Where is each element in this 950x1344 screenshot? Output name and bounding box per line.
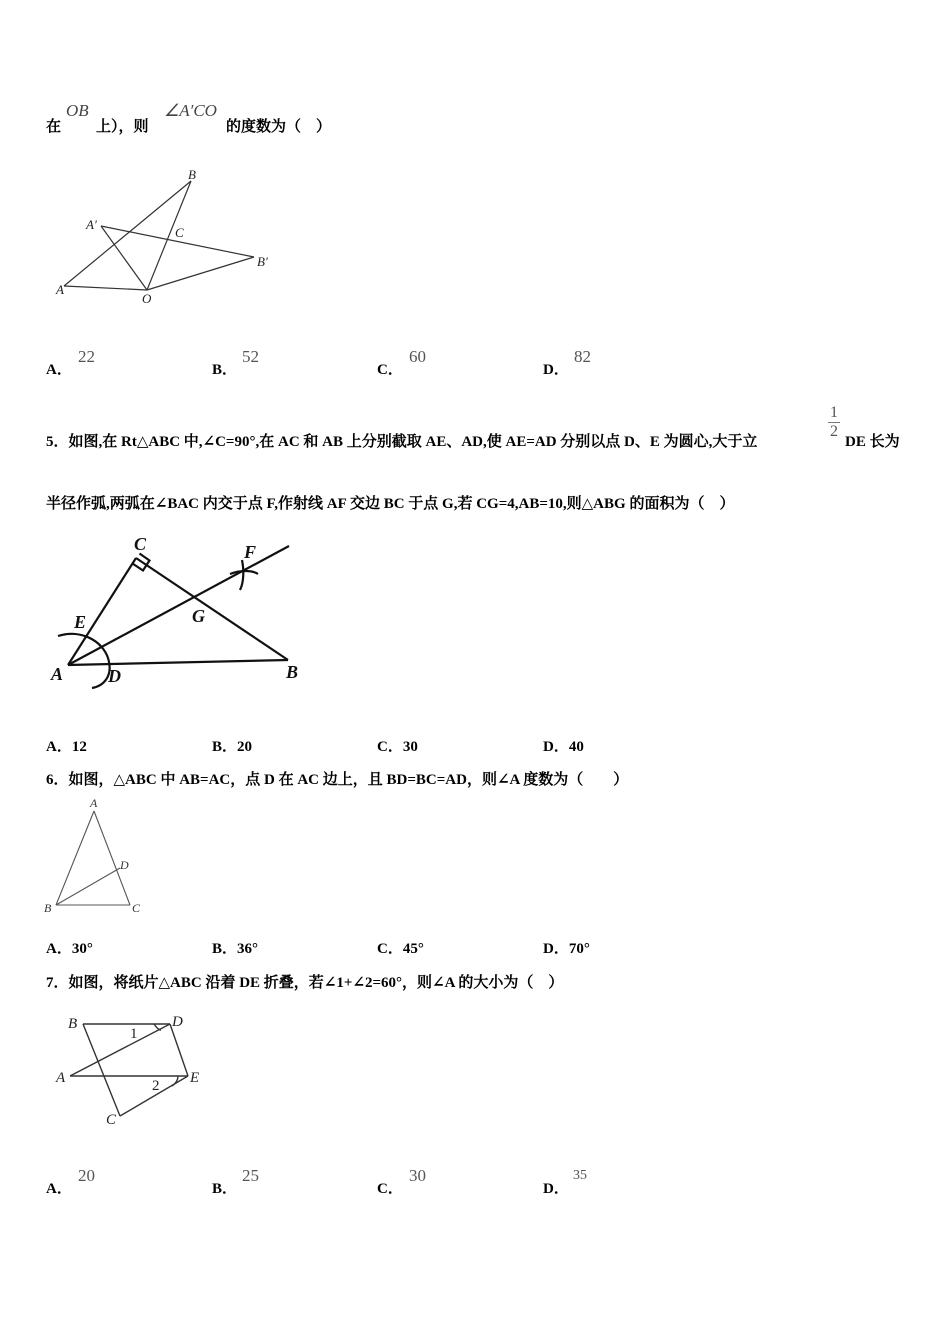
q5-fraction-num: 1 <box>830 404 838 421</box>
q5-label-d: D <box>108 666 121 686</box>
q7-stem: 7．如图，将纸片△ABC 沿着 DE 折叠，若∠1+∠2=60°，则∠A 的大小为（ ） <box>46 975 564 991</box>
q4-label-aprime: A′ <box>86 217 97 232</box>
q7-label-two: 2 <box>152 1078 160 1094</box>
q6-label-a: A <box>90 796 98 810</box>
q5-option-b-value: 20 <box>237 739 253 755</box>
q5-label-c: C <box>134 534 147 554</box>
q7-option-b-letter: B． <box>212 1181 238 1197</box>
q7-label-d: D <box>172 1014 183 1030</box>
q6-seg-ab <box>56 811 94 905</box>
q5-figure <box>46 530 306 690</box>
q4-seg-ao <box>64 286 147 290</box>
q7-label-one: 1 <box>130 1026 138 1042</box>
q6-option-d-value: 70° <box>568 941 590 957</box>
q5-seg-cb <box>136 558 288 660</box>
q4-text-post: 的度数为（ ） <box>226 119 332 135</box>
q4-figure <box>50 160 290 310</box>
q7-label-a: A <box>56 1070 66 1086</box>
q5-label-b: B <box>286 662 299 682</box>
q4-option-c-letter: C． <box>377 362 403 378</box>
q4-option-d-value: 82 <box>574 347 591 366</box>
q6-option-a <box>46 937 93 958</box>
q5-option-a <box>46 735 87 756</box>
q5-option-b-letter: B． <box>212 739 238 755</box>
q6-option-c-letter: C． <box>377 941 403 957</box>
q6-stem: 6．如图，△ABC 中 AB=AC，点 D 在 AC 边上，且 BD=BC=AD，则∠A 度数为（ ） <box>46 772 629 788</box>
q7-seg-ad <box>70 1024 170 1076</box>
q5-label-a: A <box>51 664 64 684</box>
q4-text-mid: 上），则 <box>96 119 149 135</box>
q5-label-g: G <box>192 606 205 626</box>
q6-option-d-letter: D． <box>543 941 569 957</box>
q4-seg-aprime-o <box>101 226 147 290</box>
q4-seg-ab <box>64 181 191 286</box>
q4-stem-line <box>46 115 61 136</box>
q4-label-a: A <box>56 282 64 297</box>
q5-option-c-letter: C． <box>377 739 403 755</box>
q6-option-a-value: 30° <box>71 941 93 957</box>
q6-label-c: C <box>132 901 141 915</box>
q5-option-d <box>543 735 584 756</box>
q5-option-b <box>212 735 252 756</box>
q7-option-d-value: 35 <box>573 1168 587 1183</box>
q7-seg-bc <box>83 1024 120 1116</box>
q4-math-ob: OB <box>66 101 89 120</box>
q7-option-c-value: 30 <box>409 1166 426 1185</box>
q6-option-c <box>377 937 424 958</box>
q5-option-a-letter: A． <box>46 739 72 755</box>
q4-seg-ob <box>147 181 191 290</box>
q4-label-o: O <box>142 291 152 306</box>
q6-option-a-letter: A． <box>46 941 72 957</box>
q4-math-angle: ∠A′CO <box>164 101 217 120</box>
q7-label-c: C <box>106 1112 117 1128</box>
q6-label-d: D <box>120 858 129 872</box>
q4-option-a-value: 22 <box>78 347 95 366</box>
q7-option-d-letter: D． <box>543 1181 569 1197</box>
q4-option-b-letter: B． <box>212 362 238 378</box>
q7-angle-2-arc <box>172 1076 178 1086</box>
q5-stem-line1-end: DE 长为 <box>845 434 900 450</box>
q6-option-c-value: 45° <box>402 941 424 957</box>
q7-label-e: E <box>190 1070 200 1086</box>
q6-figure <box>42 795 152 920</box>
q4-option-b-value: 52 <box>242 347 259 366</box>
q7-option-a-letter: A． <box>46 1181 72 1197</box>
q7-angle-1-arc <box>154 1024 161 1030</box>
q4-label-b: B <box>188 167 196 182</box>
q6-option-d <box>543 937 590 958</box>
q5-option-a-value: 12 <box>71 739 87 755</box>
q5-option-c <box>377 735 418 756</box>
q4-label-bprime: B′ <box>257 254 268 269</box>
q7-label-b: B <box>68 1016 78 1032</box>
q7-seg-de <box>170 1024 188 1076</box>
q6-option-b-letter: B． <box>212 941 238 957</box>
q5-stem-line1: 5．如图,在 Rt△ABC 中,∠C=90°,在 AC 和 AB 上分别截取 AE、AD,使 AE=AD 分别以点 D、E 为圆心,大于立 <box>46 434 758 450</box>
q5-label-e: E <box>74 612 87 632</box>
q4-seg-o-bprime <box>147 257 254 290</box>
q4-option-c-value: 60 <box>409 347 426 366</box>
q7-option-c-letter: C． <box>377 1181 403 1197</box>
q6-seg-bd <box>56 868 120 905</box>
q4-label-c: C <box>175 225 184 240</box>
q4-option-d-letter: D． <box>543 362 569 378</box>
q6-option-b-value: 36° <box>237 941 259 957</box>
q5-seg-ab <box>68 660 288 665</box>
q5-fraction <box>828 404 840 441</box>
q7-option-b-value: 25 <box>242 1166 259 1185</box>
q5-fraction-den: 2 <box>830 423 838 440</box>
q5-option-c-value: 30 <box>402 739 418 755</box>
q5-option-d-value: 40 <box>568 739 584 755</box>
q6-label-b: B <box>44 901 52 915</box>
q7-option-a-value: 20 <box>78 1166 95 1185</box>
q5-label-f: F <box>244 542 257 562</box>
q7-figure <box>50 1008 220 1133</box>
q4-option-a-letter: A． <box>46 362 72 378</box>
q4-text-pre: 在 <box>46 119 62 135</box>
q5-arc-f2 <box>240 560 243 590</box>
q5-stem-line2: 半径作弧,两弧在∠BAC 内交于点 F,作射线 AF 交边 BC 于点 G,若 CG=4,AB=10,则△ABG 的面积为（ ） <box>46 496 735 512</box>
q6-option-b <box>212 937 258 958</box>
q5-option-d-letter: D． <box>543 739 569 755</box>
